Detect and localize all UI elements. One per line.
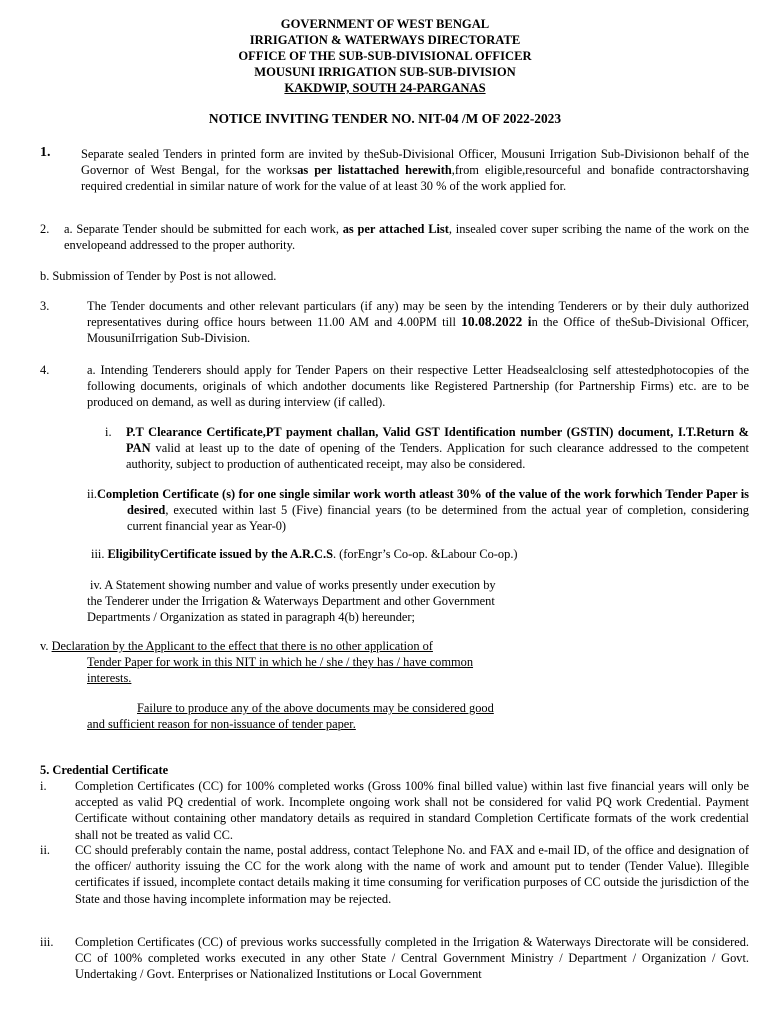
para-2-number: 2. <box>40 222 50 236</box>
para-4ii <box>87 486 749 535</box>
para-4v-line3-wrap <box>40 670 640 686</box>
para-4iv-line2: the Tenderer under the Irrigation & Waterways Department and other Government <box>87 594 495 609</box>
para-2b: b. Submission of Tender by Post is not allowed. <box>40 269 277 283</box>
section-5-i-number: i. <box>40 779 47 793</box>
para-1-text-a: Separate sealed Tenders in printed form are invited by theSub-Divisional Officer, Mousuni Irrigation Sub-Divisionon behalf of the Governor of West Bengal, for the works <box>81 147 749 178</box>
header-line-division: MOUSUNI IRRIGATION SUB-SUB-DIVISION <box>254 65 516 79</box>
para-4v <box>40 638 640 687</box>
notice-title: NOTICE INVITING TENDER NO. NIT-04 /M OF 2022-2023 <box>208 111 562 126</box>
section-5-heading: 5. Credential Certificate <box>40 763 169 777</box>
failure-line2: and sufficient reason for non-issuance of tender paper. <box>87 717 356 732</box>
para-4iii-text: . (forEngr’s Co-op. &Labour Co-op.) <box>332 547 518 561</box>
para-3-bold-date: 10.08.2022 i <box>461 314 532 330</box>
header-line-office: OFFICE OF THE SUB-SUB-DIVISIONAL OFFICER <box>238 49 532 63</box>
para-3-text-a: The Tender documents and other relevant particulars (if any) may be seen by the intending Tenderers or by their duly authorized representatives during office hours between 11.00 AM and 4.00PM till <box>87 299 749 330</box>
para-2-body <box>64 221 749 253</box>
para-4i <box>126 424 749 473</box>
para-4i-bold: P.T Clearance Certificate,PT payment challan, Valid GST Identification number (GSTIN) document, I.T.Return & PAN <box>126 425 749 456</box>
para-4ii-body <box>87 486 749 535</box>
failure-line2-wrap <box>87 716 687 732</box>
para-3-text-b: n the Office of theSub-Divisional Officer, MousuniIrrigation Sub-Division. <box>87 315 749 346</box>
header-line-location <box>0 80 770 96</box>
para-4iii-bold: EligibilityCertificate issued by the A.R.C.S <box>107 547 333 561</box>
header-line-government: GOVERNMENT OF WEST BENGAL <box>280 17 490 31</box>
failure-note <box>87 700 687 732</box>
para-4ii-prefix: ii. <box>87 487 97 501</box>
section-5-iii-number: iii. <box>40 935 54 949</box>
para-2 <box>64 221 749 253</box>
para-4-number: 4. <box>40 363 50 377</box>
para-4ii-bold: Completion Certificate (s) for one single similar work worth atleast 30% of the value of the work forwhich Tender Paper is desired <box>96 487 749 518</box>
letterhead <box>0 16 770 96</box>
para-4v-prefix: v. <box>40 639 52 653</box>
para-4iii-prefix: iii. <box>91 547 108 561</box>
para-2-bold: as per attached List <box>342 222 449 236</box>
para-1-bold: as per listattached herewith <box>297 163 452 178</box>
para-4i-number: i. <box>105 425 112 439</box>
para-2-text-b: , insealed cover super scribing the name of the work on the envelopeand addressed to the proper authority. <box>64 222 749 253</box>
failure-line1: Failure to produce any of the above documents may be considered good <box>137 701 494 715</box>
para-2-text-a: a. Separate Tender should be submitted for each work, <box>64 222 343 236</box>
para-4iv <box>87 577 687 626</box>
para-1-text-b: ,from eligible,resourceful and bonafide contractorshaving required credential in similar nature of work for the value of at least 30 % of the work applied for. <box>81 163 749 194</box>
section-5-ii-number: ii. <box>40 843 50 857</box>
para-3 <box>87 298 749 347</box>
para-4iii <box>91 546 751 562</box>
section-5-ii: CC should preferably contain the name, postal address, contact Telephone No. and FAX and e-mail ID, of the office and designation of the officer/ authority issuing the CC for the work along with the name of work and amount put to tender (Tender Value). Illegible certificates if issued, incomplete contact details making it time consuming for verification purposes of CC outside the jurisdiction of the State and those having incomplete information may be rejected. <box>75 843 749 906</box>
header-location-text: KAKDWIP, SOUTH 24-PARGANAS <box>284 81 486 95</box>
para-4v-line1-wrap <box>40 638 640 654</box>
para-4iv-line3: Departments / Organization as stated in paragraph 4(b) hereunder; <box>87 610 416 625</box>
para-4ii-text: , executed within last 5 (Five) financial years (to be determined from the actual year of completion, considering current financial year as Year-0) <box>127 503 749 534</box>
para-4v-line2: Tender Paper for work in this NIT in which he / she / they has / have common <box>87 655 474 670</box>
para-4v-line3: interests. <box>87 671 132 686</box>
para-1 <box>81 146 749 195</box>
para-3-number: 3. <box>40 299 50 313</box>
failure-line1-wrap <box>87 700 687 716</box>
para-1-number: 1. <box>40 145 51 160</box>
para-4v-line2-wrap <box>40 654 640 670</box>
para-4i-text: valid at least up to the date of opening of the Tenders. Application for such clearance addressed to the competent authority, subject to production of authenticated receipt, may also be considered. <box>126 441 749 472</box>
para-4iv-line1: iv. A Statement showing number and value of works presently under execution by <box>90 578 496 592</box>
section-5-i: Completion Certificates (CC) for 100% completed works (Gross 100% final billed value) within last five financial years will only be accepted as valid PQ credential of work. Incomplete ongoing work shall not be considered for valid PQ work Credential. Payment Certificate without containing other mandatory details as required in standard Completion Certificate formats of the work credential shall not be treated as valid CC. <box>75 779 749 842</box>
para-4v-line1: Declaration by the Applicant to the effect that there is no other application of <box>51 639 433 653</box>
section-5-iii: Completion Certificates (CC) of previous works successfully completed in the Irrigation & Waterways Directorate will be considered. CC of 100% completed works executed in any other State / Central Government Ministry / Department / Organization / Govt. Undertaking / Govt. Enterprises or Nationalized Institutions or Local Government <box>75 935 749 982</box>
para-4: a. Intending Tenderers should apply for Tender Papers on their respective Letter Headsealclosing self attestedphotocopies of the following documents, originals of which andother documents like Registered Partnership (for Partnership Firms) etc. are to be produced on demand, as well as during interview (if called). <box>87 363 749 410</box>
header-line-directorate: IRRIGATION & WATERWAYS DIRECTORATE <box>249 33 521 47</box>
